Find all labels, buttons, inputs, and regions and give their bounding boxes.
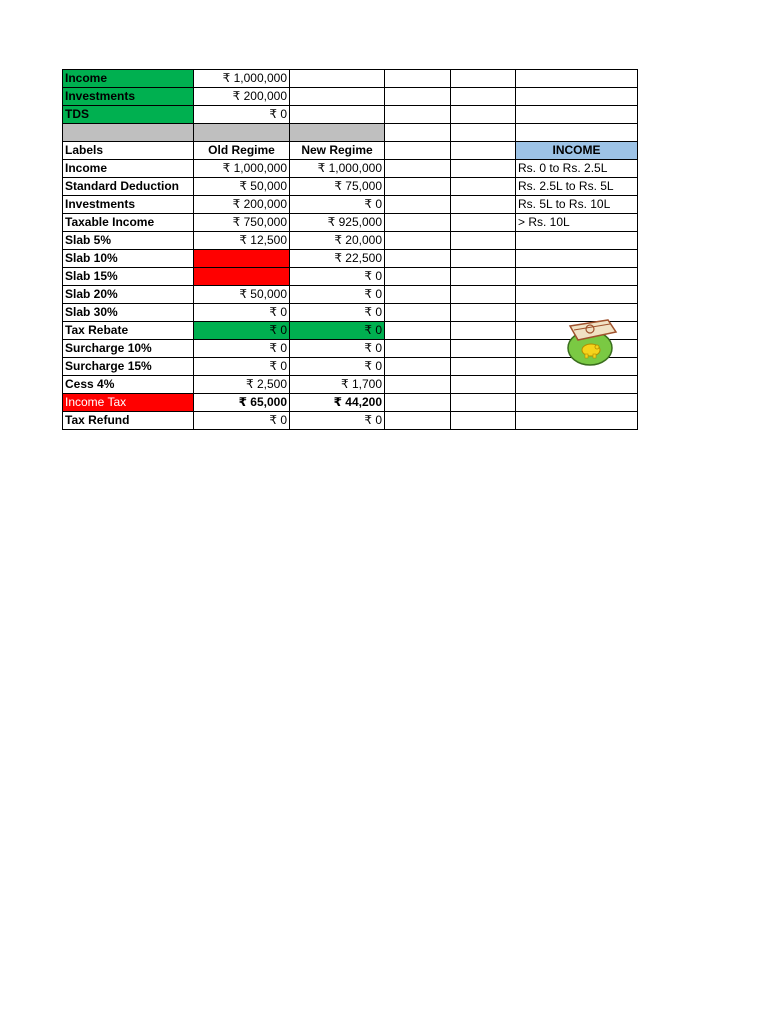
new-regime-header: New Regime (290, 142, 385, 160)
empty-cell[interactable] (385, 88, 451, 106)
input-income-label: Income (63, 70, 194, 88)
income-slab-cell[interactable] (516, 250, 638, 268)
separator-row (63, 124, 638, 142)
table-row (63, 340, 638, 358)
new-regime-value[interactable]: ₹ 0 (290, 304, 385, 322)
row-label: Cess 4% (63, 376, 194, 394)
new-regime-value[interactable]: ₹ 0 (290, 196, 385, 214)
old-regime-header: Old Regime (194, 142, 290, 160)
row-label: Tax Refund (63, 412, 194, 430)
old-regime-value[interactable]: ₹ 0 (194, 304, 290, 322)
grey-separator-cell (63, 124, 194, 142)
empty-cell[interactable] (385, 214, 451, 232)
row-label: Tax Rebate (63, 322, 194, 340)
empty-cell[interactable] (451, 322, 516, 340)
input-income-value[interactable]: ₹ 1,000,000 (194, 70, 290, 88)
income-slab-cell[interactable]: Rs. 0 to Rs. 2.5L (516, 160, 638, 178)
table-row (63, 196, 638, 214)
row-label: Income Tax (63, 394, 194, 412)
table-row (63, 394, 638, 412)
empty-cell[interactable] (451, 160, 516, 178)
empty-cell[interactable] (451, 412, 516, 430)
empty-cell[interactable] (451, 268, 516, 286)
empty-cell[interactable] (451, 304, 516, 322)
new-regime-value[interactable]: ₹ 0 (290, 358, 385, 376)
old-regime-value[interactable]: ₹ 2,500 (194, 376, 290, 394)
money-bag-icon (560, 312, 620, 368)
new-regime-value[interactable]: ₹ 0 (290, 286, 385, 304)
header-row (63, 142, 638, 160)
table-row (63, 178, 638, 196)
table-row (63, 214, 638, 232)
empty-cell[interactable] (451, 178, 516, 196)
old-regime-value[interactable] (194, 268, 290, 286)
old-regime-value[interactable]: ₹ 0 (194, 412, 290, 430)
income-slab-cell[interactable] (516, 232, 638, 250)
empty-cell[interactable] (385, 70, 451, 88)
table-row (63, 412, 638, 430)
empty-cell[interactable] (451, 106, 516, 124)
table-row (63, 376, 638, 394)
new-regime-value[interactable]: ₹ 925,000 (290, 214, 385, 232)
income-slab-header: INCOME (516, 142, 638, 160)
old-regime-value[interactable] (194, 250, 290, 268)
row-label: Standard Deduction (63, 178, 194, 196)
empty-cell[interactable] (385, 196, 451, 214)
input-investments-value[interactable]: ₹ 200,000 (194, 88, 290, 106)
empty-cell[interactable] (516, 124, 638, 142)
empty-cell[interactable] (385, 286, 451, 304)
income-slab-cell[interactable] (516, 268, 638, 286)
empty-cell[interactable] (290, 106, 385, 124)
empty-cell[interactable] (451, 142, 516, 160)
labels-header: Labels (63, 142, 194, 160)
empty-cell[interactable] (385, 232, 451, 250)
empty-cell[interactable] (385, 268, 451, 286)
empty-cell[interactable] (451, 286, 516, 304)
input-investments-label: Investments (63, 88, 194, 106)
income-slab-cell[interactable] (516, 376, 638, 394)
old-regime-value[interactable]: ₹ 750,000 (194, 214, 290, 232)
old-regime-value[interactable]: ₹ 0 (194, 358, 290, 376)
table-row (63, 358, 638, 376)
empty-cell[interactable] (451, 214, 516, 232)
income-slab-cell[interactable]: > Rs. 10L (516, 214, 638, 232)
empty-cell[interactable] (385, 394, 451, 412)
table-row (63, 322, 638, 340)
income-slab-cell[interactable] (516, 412, 638, 430)
empty-cell[interactable] (290, 70, 385, 88)
new-regime-value[interactable]: ₹ 44,200 (290, 394, 385, 412)
income-slab-cell[interactable] (516, 394, 638, 412)
empty-cell[interactable] (385, 178, 451, 196)
table-row (63, 160, 638, 178)
empty-cell[interactable] (451, 376, 516, 394)
row-label: Slab 10% (63, 250, 194, 268)
empty-cell[interactable] (451, 196, 516, 214)
tax-calculator-sheet (62, 69, 638, 430)
old-regime-value[interactable]: ₹ 200,000 (194, 196, 290, 214)
row-label: Slab 20% (63, 286, 194, 304)
old-regime-value[interactable]: ₹ 1,000,000 (194, 160, 290, 178)
new-regime-value[interactable]: ₹ 0 (290, 340, 385, 358)
new-regime-value[interactable]: ₹ 1,700 (290, 376, 385, 394)
income-slab-cell[interactable]: Rs. 5L to Rs. 10L (516, 196, 638, 214)
row-label: Investments (63, 196, 194, 214)
empty-cell[interactable] (451, 358, 516, 376)
empty-cell[interactable] (385, 412, 451, 430)
old-regime-value[interactable]: ₹ 50,000 (194, 286, 290, 304)
table-row (63, 286, 638, 304)
row-label: Taxable Income (63, 214, 194, 232)
empty-cell[interactable] (516, 70, 638, 88)
empty-cell[interactable] (451, 124, 516, 142)
empty-cell[interactable] (451, 70, 516, 88)
table-row (63, 268, 638, 286)
old-regime-value[interactable]: ₹ 50,000 (194, 178, 290, 196)
old-regime-value[interactable]: ₹ 0 (194, 340, 290, 358)
empty-cell[interactable] (385, 124, 451, 142)
old-regime-value[interactable]: ₹ 65,000 (194, 394, 290, 412)
empty-cell[interactable] (385, 250, 451, 268)
input-row-income (63, 70, 638, 88)
input-tds-label: TDS (63, 106, 194, 124)
old-regime-value[interactable]: ₹ 12,500 (194, 232, 290, 250)
income-slab-cell[interactable]: Rs. 2.5L to Rs. 5L (516, 178, 638, 196)
grey-separator-cell (290, 124, 385, 142)
new-regime-value[interactable]: ₹ 20,000 (290, 232, 385, 250)
new-regime-value[interactable]: ₹ 1,000,000 (290, 160, 385, 178)
new-regime-value[interactable]: ₹ 75,000 (290, 178, 385, 196)
new-regime-value[interactable]: ₹ 0 (290, 268, 385, 286)
input-tds-value[interactable]: ₹ 0 (194, 106, 290, 124)
income-slab-cell[interactable] (516, 286, 638, 304)
input-row-tds (63, 106, 638, 124)
empty-cell[interactable] (516, 106, 638, 124)
table-row (63, 304, 638, 322)
row-label: Slab 15% (63, 268, 194, 286)
new-regime-value[interactable]: ₹ 0 (290, 412, 385, 430)
empty-cell[interactable] (290, 88, 385, 106)
empty-cell[interactable] (385, 376, 451, 394)
row-label: Slab 5% (63, 232, 194, 250)
table-row (63, 232, 638, 250)
empty-cell[interactable] (516, 88, 638, 106)
input-row-investments (63, 88, 638, 106)
empty-cell[interactable] (451, 88, 516, 106)
empty-cell[interactable] (451, 340, 516, 358)
empty-cell[interactable] (385, 142, 451, 160)
empty-cell[interactable] (385, 340, 451, 358)
empty-cell[interactable] (451, 394, 516, 412)
grey-separator-cell (194, 124, 290, 142)
empty-cell[interactable] (385, 322, 451, 340)
row-label: Slab 30% (63, 304, 194, 322)
new-regime-value[interactable]: ₹ 22,500 (290, 250, 385, 268)
table-row (63, 250, 638, 268)
row-label: Income (63, 160, 194, 178)
empty-cell[interactable] (451, 232, 516, 250)
empty-cell[interactable] (385, 304, 451, 322)
empty-cell[interactable] (451, 250, 516, 268)
empty-cell[interactable] (385, 106, 451, 124)
row-label: Surcharge 15% (63, 358, 194, 376)
old-regime-value[interactable]: ₹ 0 (194, 322, 290, 340)
empty-cell[interactable] (385, 358, 451, 376)
empty-cell[interactable] (385, 160, 451, 178)
row-label: Surcharge 10% (63, 340, 194, 358)
new-regime-value[interactable]: ₹ 0 (290, 322, 385, 340)
